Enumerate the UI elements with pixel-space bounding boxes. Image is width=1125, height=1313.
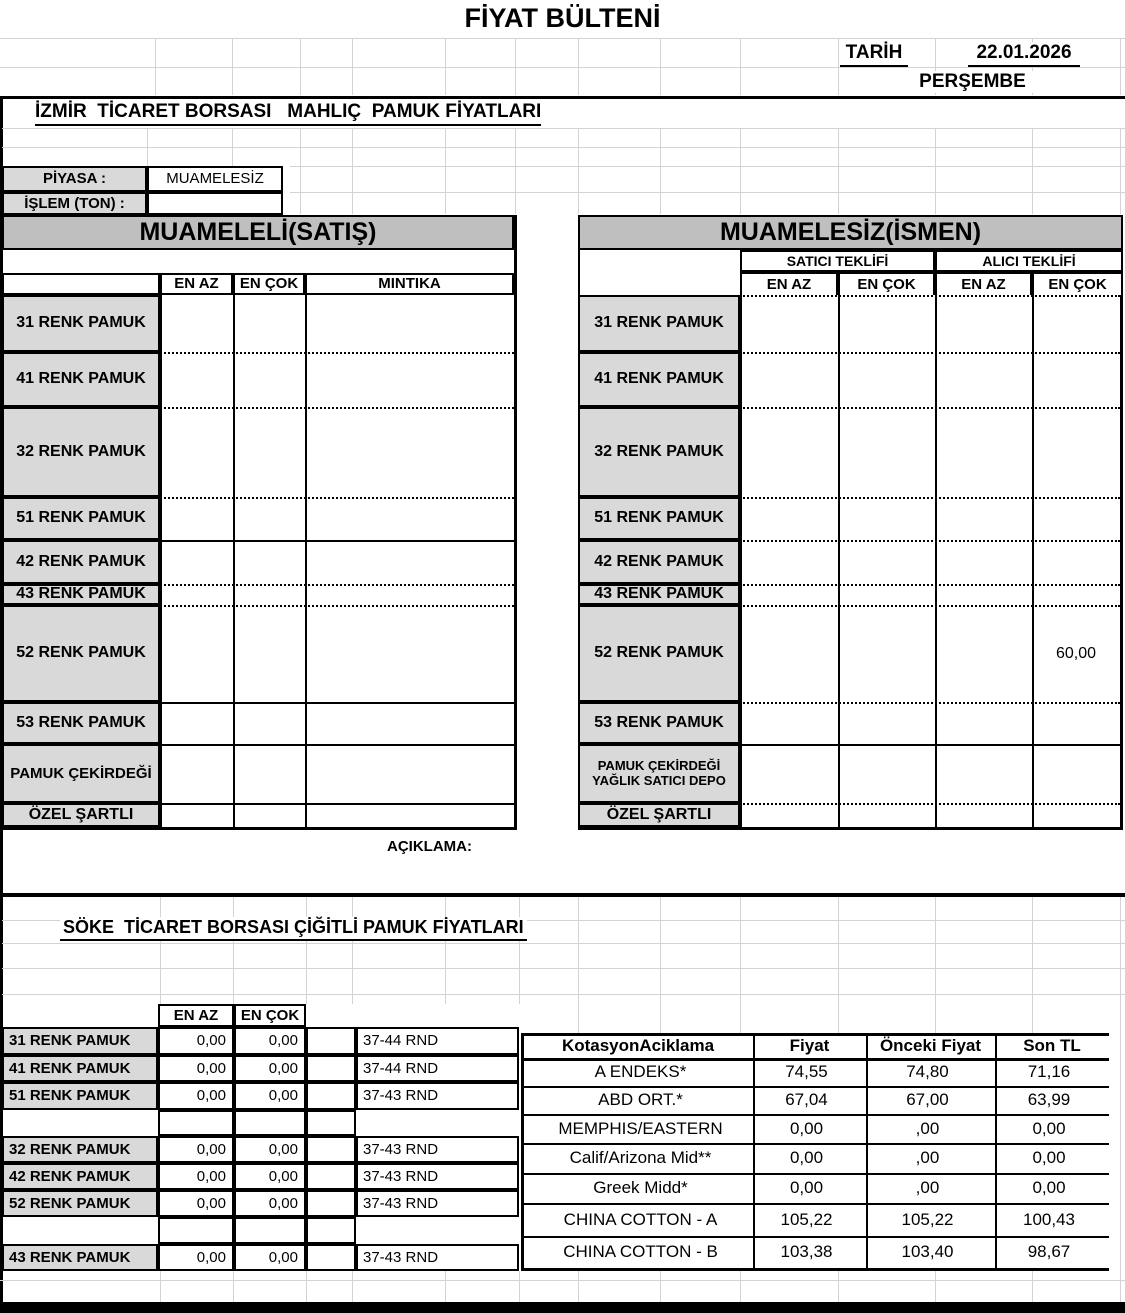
kotasyon-onceki-value: 67,00 xyxy=(906,1090,949,1109)
piyasa-label-cell: PİYASA : xyxy=(2,166,147,192)
kotasyon-fiyat-value: 67,04 xyxy=(785,1090,828,1109)
alici-header-en-az: EN AZ xyxy=(935,272,1032,295)
row-label-52-renk: 52 RENK PAMUK xyxy=(2,605,160,702)
row-label-31-renk: 31 RENK PAMUK xyxy=(2,295,160,352)
kotasyon-row-label: A ENDEKS* xyxy=(594,1062,687,1081)
soke-en-az-value: 0,00 xyxy=(158,1244,234,1271)
row-label-53-renk: 53 RENK PAMUK xyxy=(2,702,160,744)
kotasyon-son-value: 71,16 xyxy=(1027,1062,1071,1081)
row-label-31-renk: 31 RENK PAMUK xyxy=(578,295,740,352)
group-header-satici-teklifi: SATICI TEKLİFİ xyxy=(740,250,935,272)
kotasyon-onceki-value: 103,40 xyxy=(901,1242,954,1261)
kotasyon-fiyat-value: 105,22 xyxy=(780,1209,833,1229)
kotasyon-son-value: 63,99 xyxy=(1027,1090,1071,1109)
row-label-52-renk: 52 RENK PAMUK xyxy=(578,605,740,702)
row-label-41-renk: 41 RENK PAMUK xyxy=(578,352,740,407)
kotasyon-header-name: KotasyonAciklama xyxy=(561,1035,715,1055)
soke-en-az-value: 0,00 xyxy=(158,1055,234,1082)
row-label-43-renk: 43 RENK PAMUK xyxy=(578,584,740,605)
soke-row-label: 51 RENK PAMUK xyxy=(2,1082,158,1110)
kotasyon-header-fiyat: Fiyat xyxy=(789,1035,830,1055)
page-title: FİYAT BÜLTENİ xyxy=(464,3,661,33)
soke-en-az-value: 0,00 xyxy=(158,1136,234,1163)
date-value: 22.01.2026 xyxy=(968,42,1080,67)
kotasyon-onceki-value: ,00 xyxy=(915,1148,940,1167)
soke-en-az-value: 0,00 xyxy=(158,1163,234,1190)
soke-en-az-value: 0,00 xyxy=(158,1190,234,1217)
row-label-ozel-sartli: ÖZEL ŞARTLI xyxy=(2,803,160,827)
muameleli-header-mintika: MINTIKA xyxy=(305,273,514,295)
kotasyon-row-label: CHINA COTTON - A xyxy=(563,1209,718,1229)
row-label-42-renk: 42 RENK PAMUK xyxy=(2,540,160,584)
soke-en-az-value: 0,00 xyxy=(158,1082,234,1110)
row-label-42-renk: 42 RENK PAMUK xyxy=(578,540,740,584)
soke-en-cok-value: 0,00 xyxy=(234,1190,306,1217)
izmir-section-title: İZMİR TİCARET BORSASI MAHLIÇ PAMUK FİYATLARI xyxy=(35,101,541,126)
kotasyon-header-son: Son TL xyxy=(1023,1035,1081,1055)
soke-en-cok-value: 0,00 xyxy=(234,1136,306,1163)
value-52-renk-alici-en-cok: 60,00 xyxy=(1055,644,1097,662)
soke-section-title: SÖKE TİCARET BORSASI ÇİĞİTLİ PAMUK FİYATLARI xyxy=(60,917,527,941)
soke-row-label: 41 RENK PAMUK xyxy=(2,1055,158,1082)
soke-mintika-value: 37-43 RND xyxy=(356,1244,519,1271)
soke-header-en-cok: EN ÇOK xyxy=(234,1004,306,1027)
kotasyon-header-onceki: Önceki Fiyat xyxy=(879,1035,982,1055)
soke-mintika-value: 37-43 RND xyxy=(356,1190,519,1217)
soke-row-label: 43 RENK PAMUK xyxy=(2,1244,158,1271)
group-header-alici-teklifi: ALICI TEKLİFİ xyxy=(935,250,1123,272)
kotasyon-son-value: 0,00 xyxy=(1032,1148,1066,1167)
muameleli-header-en-az: EN AZ xyxy=(160,273,233,295)
islem-label-cell: İŞLEM (TON) : xyxy=(2,192,147,215)
kotasyon-onceki-value: 74,80 xyxy=(906,1062,949,1081)
soke-mintika-value: 37-43 RND xyxy=(356,1136,519,1163)
soke-row-label: 31 RENK PAMUK xyxy=(2,1027,158,1055)
kotasyon-son-value: 98,67 xyxy=(1027,1242,1071,1261)
soke-en-az-value: 0,00 xyxy=(158,1027,234,1055)
kotasyon-row-label: MEMPHIS/EASTERN xyxy=(558,1118,723,1138)
kotasyon-onceki-value: ,00 xyxy=(915,1178,940,1197)
kotasyon-row-label: ABD ORT.* xyxy=(598,1090,683,1109)
kotasyon-fiyat-value: 0,00 xyxy=(789,1148,824,1167)
soke-en-cok-value: 0,00 xyxy=(234,1244,306,1271)
kotasyon-row-label: Greek Midd* xyxy=(593,1178,688,1197)
row-label-pamuk-cekirdegi: PAMUK ÇEKİRDEĞİ xyxy=(2,744,160,803)
soke-row-label: 32 RENK PAMUK xyxy=(2,1136,158,1163)
kotasyon-son-value: 0,00 xyxy=(1032,1118,1066,1138)
kotasyon-son-value: 0,00 xyxy=(1032,1178,1066,1197)
piyasa-value-cell: MUAMELESİZ xyxy=(147,166,283,192)
soke-row-label: 52 RENK PAMUK xyxy=(2,1190,158,1217)
row-label-43-renk: 43 RENK PAMUK xyxy=(2,584,160,605)
satici-header-en-cok: EN ÇOK xyxy=(838,272,935,295)
kotasyon-fiyat-value: 74,55 xyxy=(785,1062,828,1081)
soke-mintika-value: 37-43 RND xyxy=(356,1082,519,1110)
soke-mintika-value: 37-44 RND xyxy=(356,1055,519,1082)
kotasyon-row-label: CHINA COTTON - B xyxy=(563,1242,718,1261)
aciklama-label: AÇIKLAMA: xyxy=(387,838,472,855)
soke-row-label: 42 RENK PAMUK xyxy=(2,1163,158,1190)
pamuk-cekirdegi-line2: YAĞLIK SATICI DEPO xyxy=(592,773,726,788)
satici-header-en-az: EN AZ xyxy=(740,272,838,295)
row-label-53-renk: 53 RENK PAMUK xyxy=(578,702,740,744)
kotasyon-fiyat-value: 0,00 xyxy=(789,1118,824,1138)
row-label-32-renk: 32 RENK PAMUK xyxy=(2,407,160,497)
date-label: TARİH xyxy=(840,42,908,67)
soke-en-cok-value: 0,00 xyxy=(234,1163,306,1190)
muameleli-header-en-cok: EN ÇOK xyxy=(233,273,305,295)
row-label-41-renk: 41 RENK PAMUK xyxy=(2,352,160,407)
footer-bar xyxy=(0,1302,1125,1313)
row-label-51-renk: 51 RENK PAMUK xyxy=(578,497,740,540)
kotasyon-fiyat-value: 103,38 xyxy=(780,1242,833,1261)
kotasyon-fiyat-value: 0,00 xyxy=(789,1178,824,1197)
pamuk-cekirdegi-line1: PAMUK ÇEKİRDEĞİ xyxy=(597,758,721,774)
row-label-ozel-sartli: ÖZEL ŞARTLI xyxy=(578,803,740,827)
kotasyon-onceki-value: ,00 xyxy=(915,1118,940,1138)
soke-en-cok-value: 0,00 xyxy=(234,1082,306,1110)
row-label-51-renk: 51 RENK PAMUK xyxy=(2,497,160,540)
muameleli-title: MUAMELELİ(SATIŞ) xyxy=(2,215,514,250)
soke-header-en-az: EN AZ xyxy=(158,1004,234,1027)
row-label-32-renk: 32 RENK PAMUK xyxy=(578,407,740,497)
soke-mintika-value: 37-43 RND xyxy=(356,1163,519,1190)
soke-en-cok-value: 0,00 xyxy=(234,1027,306,1055)
soke-mintika-value: 37-44 RND xyxy=(356,1027,519,1055)
kotasyon-row-label: Calif/Arizona Mid** xyxy=(569,1148,712,1167)
soke-en-cok-value: 0,00 xyxy=(234,1055,306,1082)
alici-header-en-cok: EN ÇOK xyxy=(1032,272,1123,295)
kotasyon-son-value: 100,43 xyxy=(1023,1209,1075,1229)
weekday-value: PERŞEMBE xyxy=(900,71,1045,93)
muamelesiz-title: MUAMELESİZ(İSMEN) xyxy=(578,215,1123,250)
kotasyon-onceki-value: 105,22 xyxy=(901,1209,954,1229)
